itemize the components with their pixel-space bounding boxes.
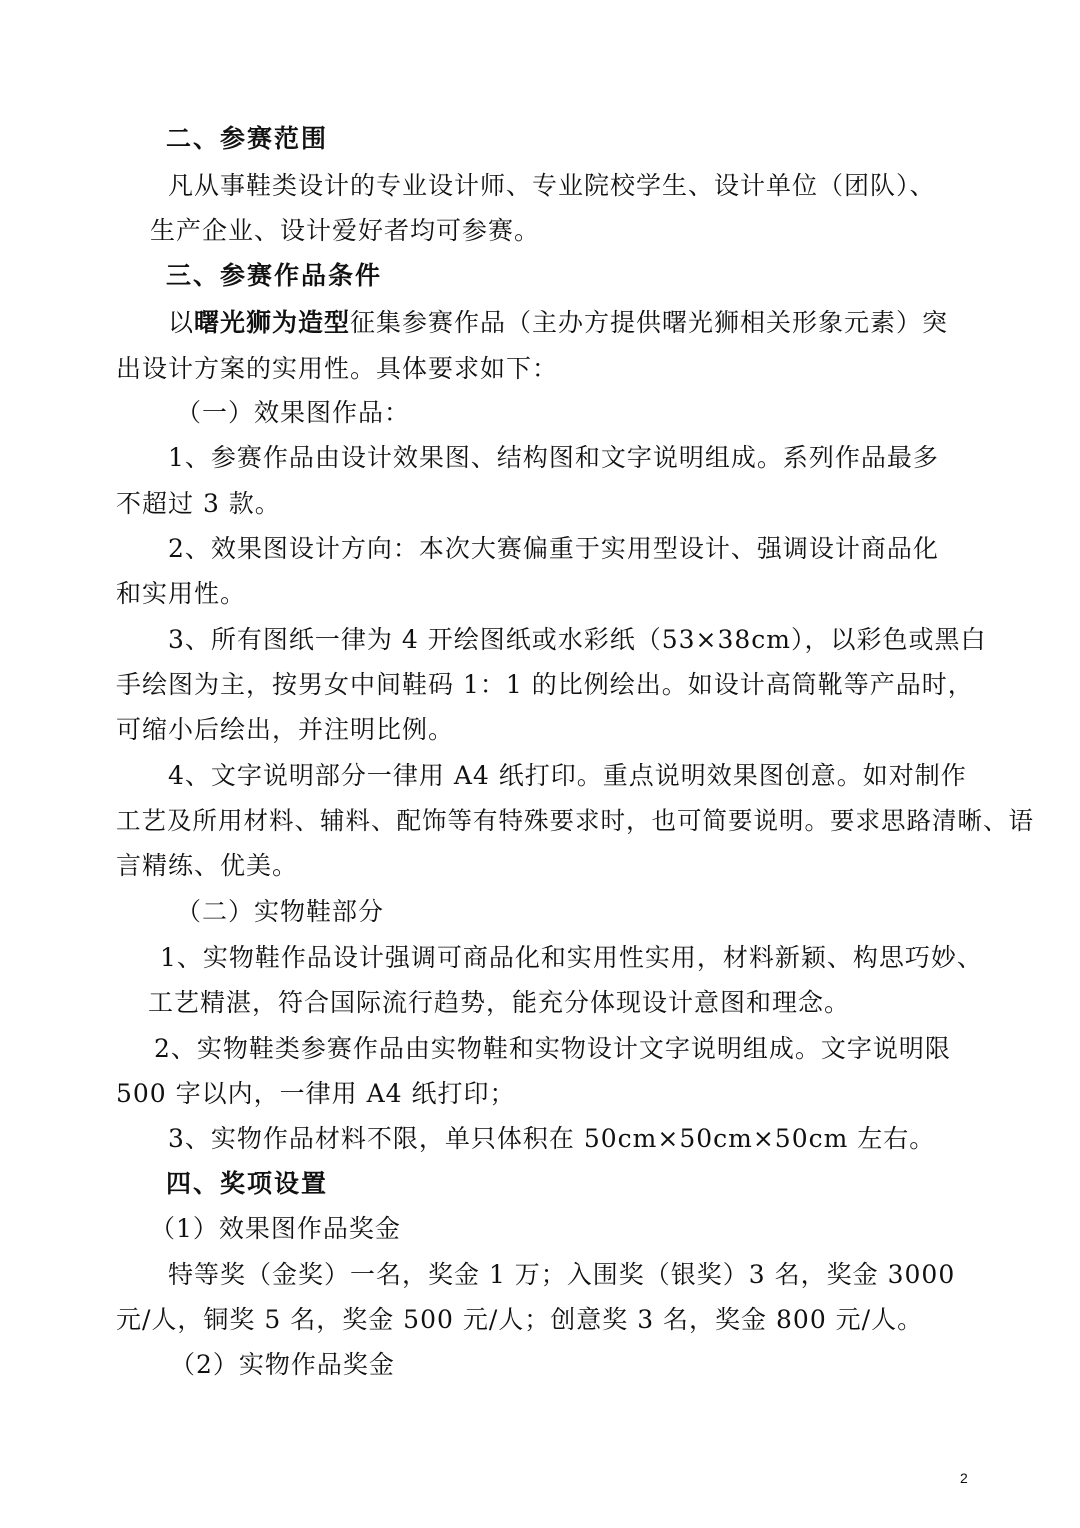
paragraph-line: 可缩小后绘出，并注明比例。 — [116, 715, 455, 744]
subsection-heading-rendering-prize: （1）效果图作品奖金 — [150, 1214, 401, 1243]
subsection-heading-renderings: （一）效果图作品： — [176, 398, 411, 427]
paragraph-line: 3、实物作品材料不限，单只体积在 50cm×50cm×50cm 左右。 — [168, 1124, 936, 1153]
paragraph-line — [168, 306, 948, 340]
paragraph-line: 工艺及所用材料、辅料、配饰等有特殊要求时，也可简要说明。要求思路清晰、语 — [116, 806, 1034, 835]
paragraph-line: 和实用性。 — [116, 579, 247, 608]
paragraph-line: 工艺精湛，符合国际流行趋势，能充分体现设计意图和理念。 — [148, 988, 851, 1017]
section-heading-awards: 四、奖项设置 — [166, 1169, 329, 1198]
paragraph-text: 以 — [168, 308, 195, 337]
subsection-heading-physical-prize: （2）实物作品奖金 — [170, 1350, 395, 1379]
paragraph-line: 1、参赛作品由设计效果图、结构图和文字说明组成。系列作品最多 — [168, 443, 939, 472]
paragraph-line: 手绘图为主，按男女中间鞋码 1：1 的比例绘出。如设计高筒靴等产品时， — [116, 670, 974, 699]
paragraph-line: 不超过 3 款。 — [116, 489, 281, 518]
paragraph-line: 出设计方案的实用性。具体要求如下： — [116, 354, 559, 383]
paragraph-line: 500 字以内，一律用 A4 纸打印； — [116, 1079, 516, 1108]
paragraph-line: 3、所有图纸一律为 4 开绘图纸或水彩纸（53×38cm），以彩色或黑白 — [168, 625, 987, 654]
page-number: 2 — [960, 1470, 968, 1486]
paragraph-line: 元/人，铜奖 5 名，奖金 500 元/人；创意奖 3 名，奖金 800 元/人。 — [116, 1305, 924, 1334]
paragraph-text: 征集参赛作品（主办方提供曙光狮相关形象元素）突 — [350, 308, 949, 337]
paragraph-line: 4、文字说明部分一律用 A4 纸打印。重点说明效果图创意。如对制作 — [168, 761, 967, 790]
paragraph-line: 2、效果图设计方向：本次大赛偏重于实用型设计、强调设计商品化 — [168, 534, 939, 563]
section-heading-conditions: 三、参赛作品条件 — [166, 261, 383, 290]
paragraph-line: 2、实物鞋类参赛作品由实物鞋和实物设计文字说明组成。文字说明限 — [154, 1034, 951, 1063]
paragraph-line: 言精练、优美。 — [116, 851, 299, 880]
section-heading-scope: 二、参赛范围 — [166, 124, 329, 153]
subsection-heading-physical-shoes: （二）实物鞋部分 — [176, 897, 385, 926]
paragraph-line: 1、实物鞋作品设计强调可商品化和实用性实用，材料新颖、构思巧妙、 — [160, 943, 983, 972]
paragraph-line: 生产企业、设计爱好者均可参赛。 — [150, 216, 541, 245]
paragraph-line: 特等奖（金奖）一名，奖金 1 万；入围奖（银奖）3 名，奖金 3000 — [168, 1260, 956, 1289]
emphasis-text: 曙光狮为造型 — [194, 308, 351, 337]
paragraph-line: 凡从事鞋类设计的专业设计师、专业院校学生、设计单位（团队）、 — [168, 171, 936, 200]
